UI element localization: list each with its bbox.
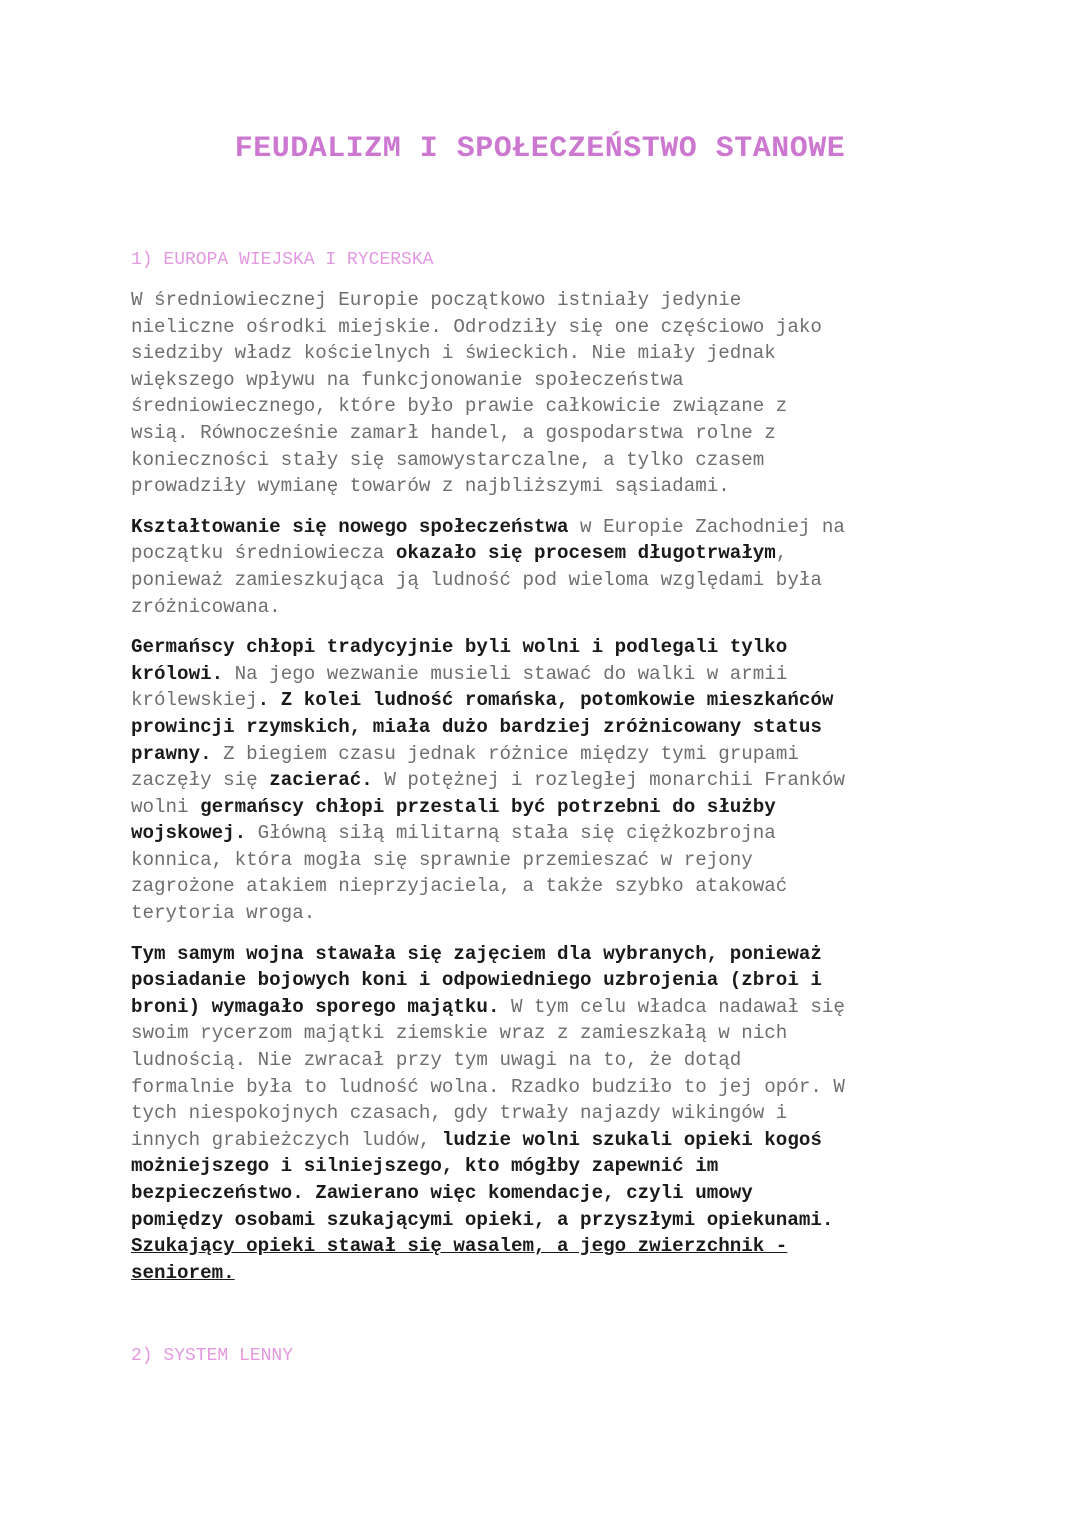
text-segment: w Europie Zachodniej na początku średniowiecza [131,515,845,565]
section-heading-1: 1) EUROPA WIEJSKA I RYCERSKA [131,250,434,270]
paragraph [131,634,961,927]
bold-text: Kształtowanie się nowego społeczeństwa [131,515,569,538]
text-segment: W tym celu władca nadawał się swoim rycerzom majątki ziemskie wraz z zamieszkałą w nich ludnością. Nie zwracał przy tym uwagi na to, że dotąd formalnie była to ludność wolna. Rzadko budziło to jej opór. W tych niespokojnych czasach, gdy trwały najazdy wikingów i innych grabieżczych ludów, [131,995,845,1151]
section-1-content [131,287,961,1300]
bold-text: ludzie wolni szukali opieki kogoś możniejszego i silniejszego, kto mógłby zapewnić im bezpieczeństwo. Zawierano więc komendacje, czyli umowy pomiędzy osobami szukającymi opieki, a przyszłymi opiekunami. [131,1128,834,1231]
paragraph [131,514,961,620]
bold-text: germańscy chłopi przestali być potrzebni do służby wojskowej. [131,795,776,845]
text-segment: Na jego wezwanie musieli stawać do walki w armii królewskiej [131,662,788,712]
text-segment: , ponieważ zamieszkująca ją ludność pod wieloma względami była zróżnicowana. [131,542,822,618]
page-title: FEUDALIZM I SPOŁECZEŃSTWO STANOWE [234,132,846,166]
text-segment: W średniowiecznej Europie początkowo istniały jedynie nieliczne ośrodki miejskie. Odrodziły się one częściowo jako siedziby władz kościelnych i świeckich. Nie miały jednak większego wpływu na funkcjonowanie społeczeństwa średniowiecznego, które było prawie całkowicie związane z wsią. Równocześnie zamarł handel, a gospodarstwa rolne z konieczności stały się samowystarczalne, a tylko czasem prowadziły wymianę towarów z najbliższymi sąsiadami. [131,289,822,498]
text-segment: W potężnej i rozległej monarchii Franków wolni [131,769,845,818]
bold-text: . Z kolei ludność romańska, potomkowie mieszkańców prowincji rzymskich, miała dużo bardziej zróżnicowany status prawny. [131,689,834,765]
text-segment: Główną siłą militarną stała się ciężkozbrojna konnica, która mogła się sprawnie przemieszać w rejony zagrożone atakiem nieprzyjaciela, a także szybko atakować terytoria wroga. [131,822,788,925]
text-segment: Z biegiem czasu jednak różnice między tymi grupami zaczęły się [131,742,799,792]
section-heading-2: 2) SYSTEM LENNY [131,1346,294,1366]
bold-text: zacierać. [269,769,373,792]
paragraph [131,287,961,500]
paragraph [131,941,961,1287]
underlined-text: Szukający opieki stawał się wasalem, a jego zwierzchnik - seniorem. [131,1235,788,1284]
bold-text: okazało się procesem długotrwałym [395,542,776,565]
bold-text: Germańscy chłopi tradycyjnie byli wolni i podlegali tylko królowi. [131,636,788,685]
bold-text: Tym samym wojna stawała się zajęciem dla wybranych, ponieważ posiadanie bojowych koni i odpowiedniego uzbrojenia (zbroi i broni) wymagało sporego majątku. [131,942,822,1018]
